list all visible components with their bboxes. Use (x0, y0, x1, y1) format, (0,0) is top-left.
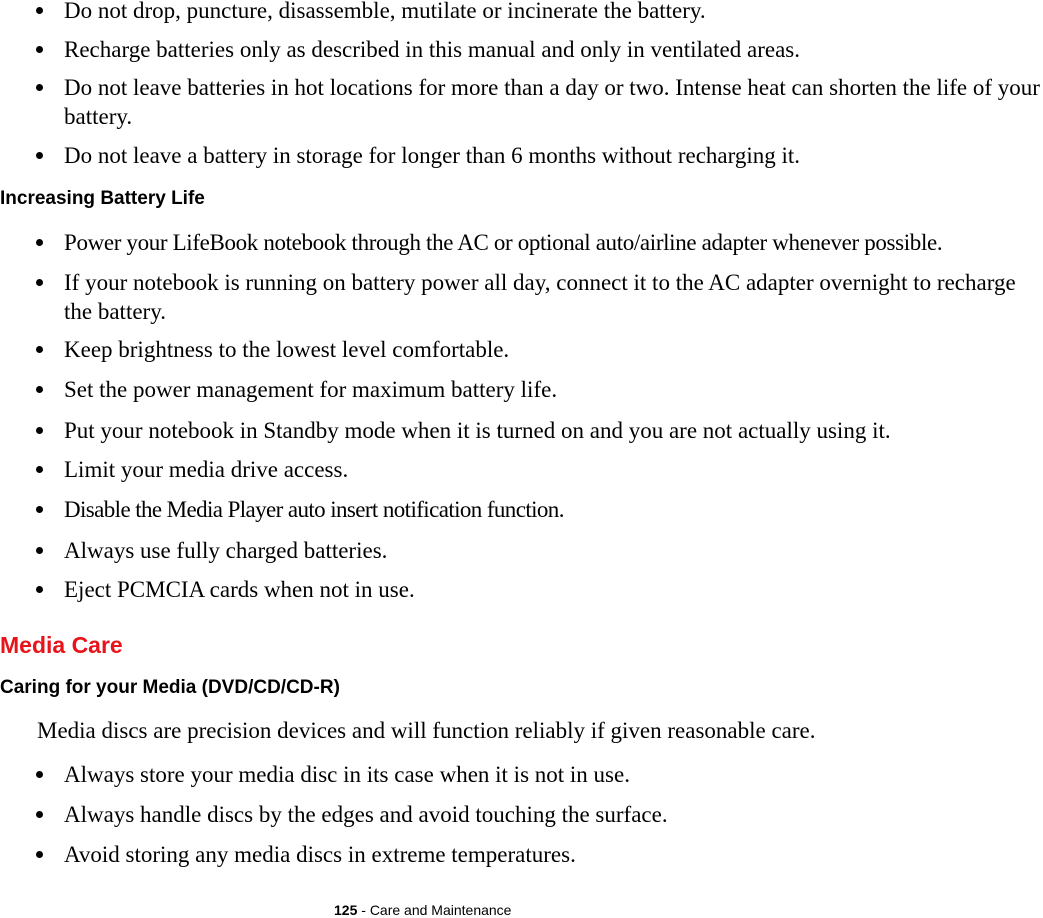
bullet-icon (36, 586, 43, 593)
list-item-text: Avoid storing any media discs in extreme temperatures. (64, 842, 576, 867)
list-item (0, 141, 1043, 179)
bullet-icon (36, 7, 43, 14)
list-item-text: Do not leave a battery in storage for longer than 6 months without recharging it. (64, 143, 801, 168)
list-item (0, 0, 1043, 35)
bullet-icon (36, 506, 43, 513)
bullet-icon (36, 427, 43, 434)
list-item (0, 495, 1043, 536)
list-item (0, 335, 1043, 375)
bullet-icon (36, 84, 43, 91)
list-item (0, 800, 1043, 840)
footer-separator: - (357, 902, 370, 918)
list-item-text: Keep brightness to the lowest level comfortable. (64, 337, 510, 362)
battery-care-list (0, 0, 1043, 179)
list-item (0, 760, 1043, 800)
list-item-text: Always use fully charged batteries. (64, 538, 388, 563)
list-item-text: Do not drop, puncture, disassemble, mutilate or incinerate the battery. (64, 0, 706, 23)
bullet-icon (36, 279, 43, 286)
section-heading-increasing-battery-life: Increasing Battery Life (0, 188, 205, 209)
list-item-text: Put your notebook in Standby mode when it is turned on and you are not actually using it. (64, 418, 891, 443)
bullet-icon (36, 346, 43, 353)
section-heading-media-care: Media Care (0, 632, 123, 658)
list-item-text: Limit your media drive access. (64, 457, 349, 482)
list-item (0, 375, 1043, 416)
bullet-icon (36, 46, 43, 53)
list-item-text: Power your LifeBook notebook through the AC or optional auto/airline adapter whenever possible. (64, 230, 943, 255)
bullet-icon (36, 386, 43, 393)
bullet-icon (36, 811, 43, 818)
bullet-icon (36, 771, 43, 778)
list-item (0, 416, 1043, 455)
increasing-battery-life-list (0, 228, 1043, 614)
list-item (0, 35, 1043, 73)
list-item-text: Always handle discs by the edges and avoid touching the surface. (64, 802, 668, 827)
list-item-text: Do not leave batteries in hot locations for more than a day or two. Intense heat can shorten the life of your battery. (64, 75, 1040, 129)
bullet-icon (36, 152, 43, 159)
list-item (0, 840, 1043, 880)
section-subheading-caring-for-media: Caring for your Media (DVD/CD/CD-R) (0, 677, 340, 698)
list-item-text: Eject PCMCIA cards when not in use. (64, 577, 415, 602)
list-item (0, 455, 1043, 495)
list-item-text: Recharge batteries only as described in this manual and only in ventilated areas. (64, 37, 800, 62)
list-item (0, 536, 1043, 575)
list-item-text: Always store your media disc in its case when it is not in use. (64, 762, 630, 787)
list-item-text: If your notebook is running on battery power all day, connect it to the AC adapter overnight to recharge the battery. (64, 270, 1016, 324)
page-number: 125 (334, 902, 358, 918)
list-item-text: Set the power management for maximum battery life. (64, 377, 558, 402)
bullet-icon (36, 466, 43, 473)
bullet-icon (36, 547, 43, 554)
bullet-icon (36, 851, 43, 858)
media-care-list (0, 760, 1043, 880)
media-care-intro: Media discs are precision devices and will function reliably if given reasonable care. (37, 718, 816, 743)
list-item (0, 228, 1043, 268)
list-item (0, 575, 1043, 614)
bullet-icon (36, 239, 43, 246)
footer-section-title: Care and Maintenance (369, 902, 512, 918)
list-item (0, 268, 1024, 335)
list-item-text: Disable the Media Player auto insert notification function. (64, 497, 564, 522)
list-item (0, 73, 1043, 141)
